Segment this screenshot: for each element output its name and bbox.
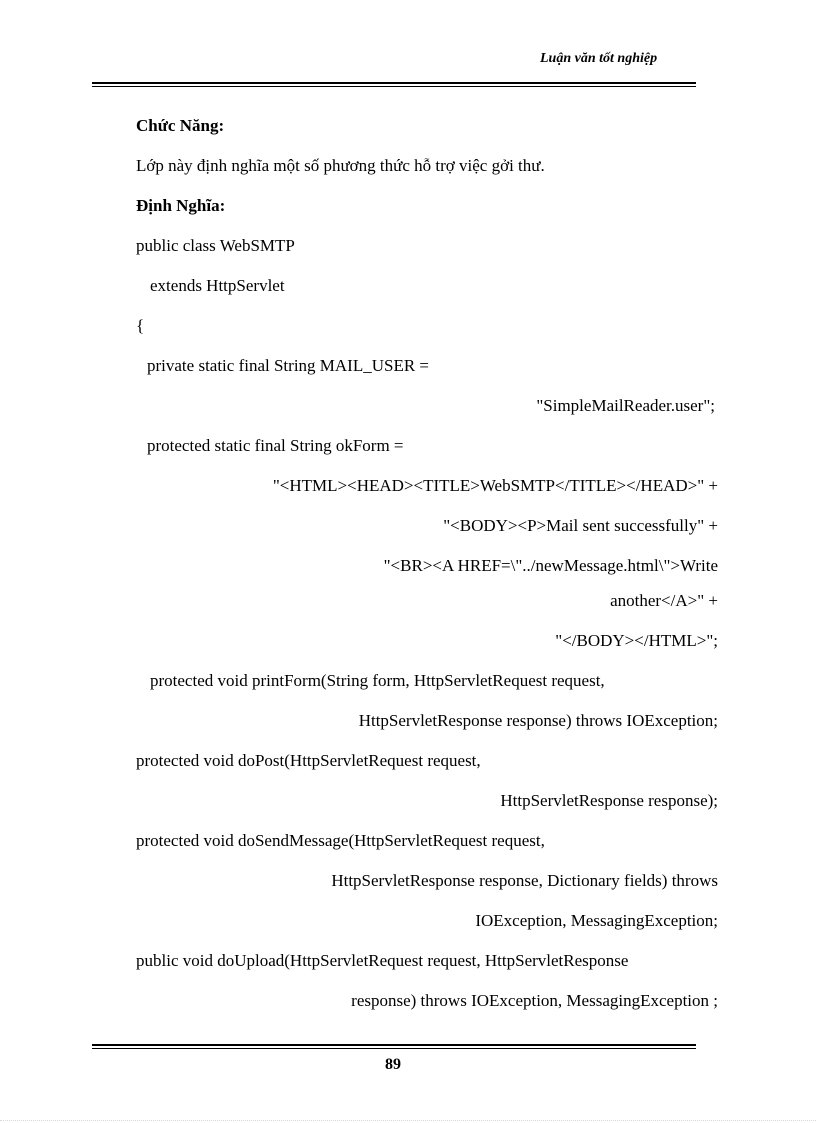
code-line: { — [136, 316, 145, 335]
code-line: protected static final String okForm = — [147, 436, 404, 455]
code-line: another</A>" + — [610, 591, 718, 610]
code-line: protected void doPost(HttpServletRequest request, — [136, 751, 481, 770]
page-edge-divider — [0, 1120, 816, 1121]
code-line: HttpServletResponse response, Dictionary fields) throws — [331, 871, 718, 890]
code-line: HttpServletResponse response) throws IOException; — [358, 711, 718, 730]
code-line: protected void doSendMessage(HttpServletRequest request, — [136, 831, 545, 850]
code-line: public class WebSMTP — [136, 236, 295, 255]
code-line: "SimpleMailReader.user"; — [536, 396, 715, 415]
running-header-title: Luận văn tốt nghiệp — [540, 51, 658, 66]
page-number: 89 — [385, 1056, 401, 1073]
code-line: "<HTML><HEAD><TITLE>WebSMTP</TITLE></HEAD>" + — [272, 476, 718, 495]
code-line: protected void printForm(String form, HttpServletRequest request, — [150, 671, 605, 690]
code-line: IOException, MessagingException; — [475, 911, 718, 930]
section-heading-definition: Định Nghĩa: — [136, 196, 226, 215]
code-line: "<BR><A HREF=\"../newMessage.html\">Write — [383, 556, 718, 575]
code-line: public void doUpload(HttpServletRequest request, HttpServletResponse — [136, 951, 629, 970]
code-line: "<BODY><P>Mail sent successfully" + — [443, 516, 718, 535]
code-line: HttpServletResponse response); — [500, 791, 718, 810]
code-line: private static final String MAIL_USER = — [147, 356, 430, 375]
footer-rule — [92, 1044, 696, 1049]
code-line: "</BODY></HTML>"; — [555, 631, 718, 650]
header-rule — [92, 82, 696, 87]
description-text: Lớp này định nghĩa một số phương thức hỗ trợ việc gởi thư. — [136, 156, 545, 175]
code-line: response) throws IOException, MessagingException ; — [351, 991, 718, 1010]
section-heading-function: Chức Năng: — [136, 116, 225, 135]
code-line: extends HttpServlet — [150, 276, 285, 295]
